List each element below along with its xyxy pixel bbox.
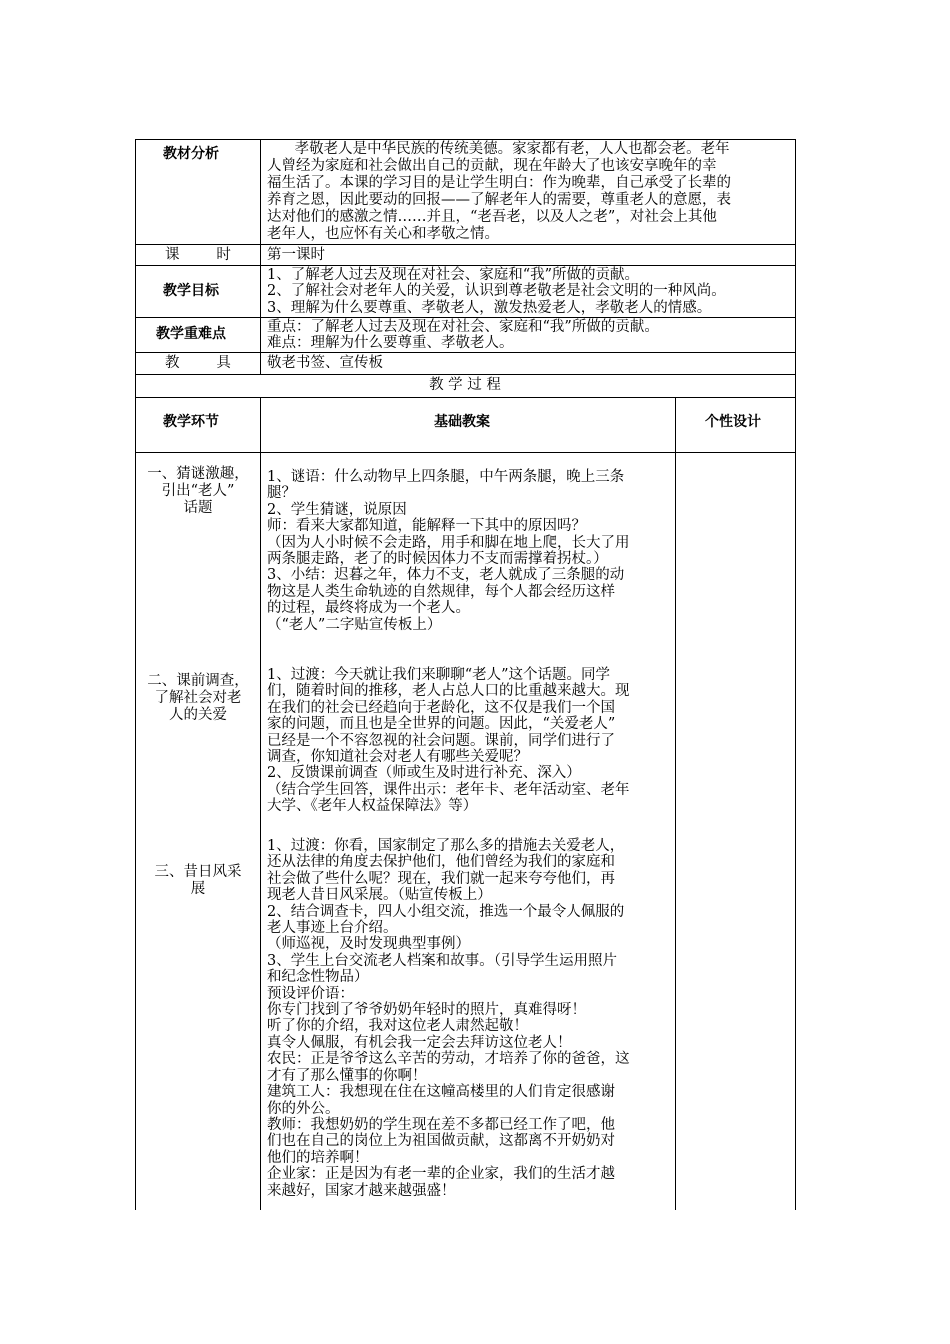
stage-label: 一、猜谜激趣， 引出“老人” 话题: [147, 466, 249, 516]
row-divider: [135, 397, 795, 398]
goals-label: 教学目标: [163, 283, 219, 299]
row-divider: [135, 374, 795, 375]
analysis-text: 孝敬老人是中华民族的传统美德。家家都有老，人人也都会老。老年 人曾经为家庭和社会做出自己的贡献，现在年龄大了也该安享晚年的幸 福生活了。本课的学习目的是让学生明白：作为晚辈，自己承受了长辈的 养育之恩，因此要动的回报——了解老年人的需要，尊重老人的意愿，表 达对他们的感激之情……并且，“老吾老，以及人之老”，对社会上其他 老年人，也应怀有关心和孝敬之情。: [267, 141, 731, 242]
row-divider: [135, 317, 795, 318]
keypoints-label: 教学重难点: [156, 326, 226, 342]
period-label: 课 时: [165, 247, 231, 263]
design-column-divider: [675, 397, 676, 1210]
stage-column-header: 教学环节: [163, 414, 219, 430]
goals-text: 1、了解老人过去及现在对社会、家庭和“我”所做的贡献。 2、了解社会对老年人的关爱，认识到尊老敬老是社会文明的一种风尚。 3、理解为什么要尊重、孝敬老人，激发热爱老人，孝敬老人的情感。: [267, 267, 726, 316]
period-value: 第一课时: [267, 247, 325, 263]
header-divider: [135, 452, 795, 453]
stage-plan-text: 1、过渡：今天就让我们来聊聊“老人”这个话题。同学 们，随着时间的推移，老人占总人口的比重越来越大。现 在我们的社会已经趋向于老龄化，这不仅是我们一个国 家的问题，而且也是全世界的问题。因此，“关爱老人” 已经是一个不容忽视的社会问题。课前，同学们进行了 调查，你知道社会对老人有哪些关爱呢？ 2、反馈课前调查（师或生及时进行补充、深入） （结合学生回答，课件出示：老年卡、老年活动室、老年 大学、《老年人权益保障法》等）: [267, 667, 630, 815]
design-column-header: 个性设计: [705, 414, 761, 430]
stage-plan-text: 1、谜语：什么动物早上四条腿，中午两条腿，晚上三条 腿？ 2、学生猜谜，说原因 师：看来大家都知道，能解释一下其中的原因吗？ （因为人小时候不会走路，用手和脚在地上爬，长大了用 两条腿走路，老了的时候因体力不支而需撑着拐杖。） 3、小结：迟暮之年，体力不支，老人就成了三条腿的动 物这是人类生命轨迹的自然规律，每个人都会经历这样 的过程，最终将成为一个老人。 （“老人”二字贴宣传板上）: [267, 469, 630, 633]
tools-label: 教 具: [165, 355, 231, 371]
stage-label: 二、课前调查， 了解社会对老 人的关爱: [147, 673, 249, 723]
table-border-left: [135, 139, 136, 1210]
table-border-top: [135, 139, 795, 140]
label-column-divider: [260, 139, 261, 375]
tools-value: 敬老书签、宣传板: [267, 355, 383, 371]
row-divider: [135, 352, 795, 353]
keypoints-text: 重点：了解老人过去及现在对社会、家庭和“我”所做的贡献。 难点：理解为什么要尊重、孝敬老人。: [267, 319, 659, 352]
table-border-right: [795, 139, 796, 1210]
stage-column-divider: [260, 397, 261, 1210]
row-divider: [135, 265, 795, 266]
process-title: 教 学 过 程: [429, 377, 501, 393]
stage-label: 三、昔日风采 展: [154, 864, 242, 897]
stage-plan-text: 1、过渡：你看，国家制定了那么多的措施去关爱老人， 还从法律的角度去保护他们，他们曾经为我们的家庭和 社会做了些什么呢？现在，我们就一起来夸夸他们，再 现老人昔日风采展。（贴宣传板上） 2、结合调查卡，四人小组交流，推选一个最令人佩服的 老人事迹上台介绍。 （师巡视，及时发现典型事例） 3、学生上台交流老人档案和故事。（引导学生运用照片 和纪念性物品） 预设评价语： 你专门找到了爷爷奶奶年轻时的照片，真难得呀！ 听了你的介绍，我对这位老人肃然起敬！ 真令人佩服，有机会我一定会去拜访这位老人！ 农民：正是爷爷这么辛苦的劳动，才培养了你的爸爸，这 才有了那么懂事的你啊！ 建筑工人：我想现在住在这幢高楼里的人们肯定很感谢 你的外公。 教师：我想奶奶的学生现在差不多都已经工作了吧，他 们也在自己的岗位上为祖国做贡献，这都离不开奶奶对 他们的培养啊！ 企业家：正是因为有老一辈的企业家，我们的生活才越 来越好，国家才越来越强盛！: [267, 838, 630, 1199]
row-divider: [135, 244, 795, 245]
plan-column-header: 基础教案: [434, 414, 490, 430]
analysis-label: 教材分析: [163, 146, 219, 162]
